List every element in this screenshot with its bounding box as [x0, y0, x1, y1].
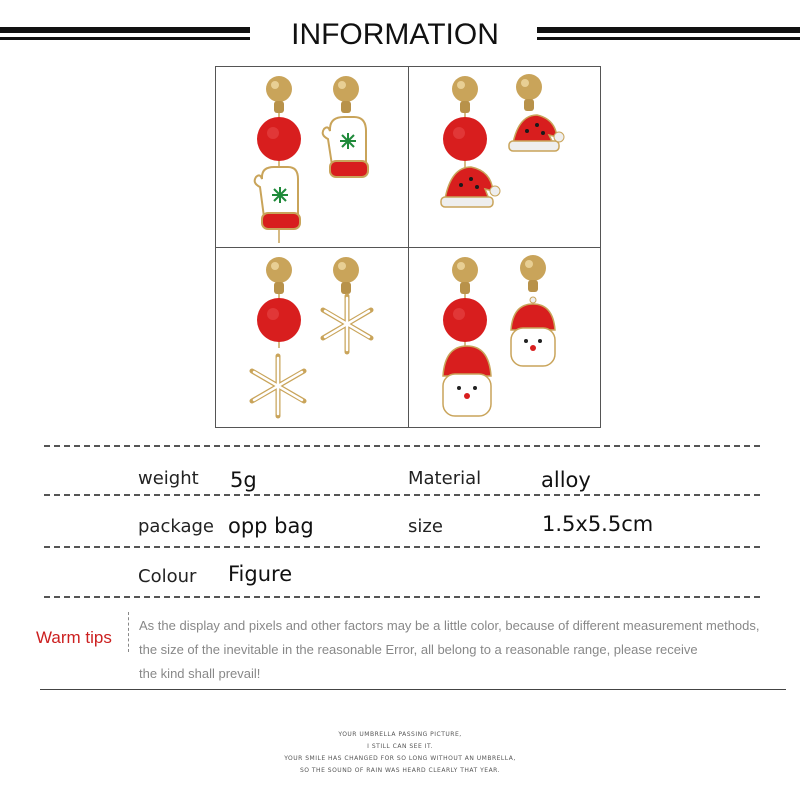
warm-tips-separator	[128, 612, 129, 652]
product-image-grid	[215, 66, 601, 428]
weight-label: weight	[138, 468, 199, 489]
footer-line: SO THE SOUND OF RAIN WAS HEARD CLEARLY THAT YEAR.	[299, 767, 501, 774]
footer-line: YOUR SMILE HAS CHANGED FOR SO LONG WITHOUT AN UMBRELLA,	[284, 755, 516, 762]
page-title: INFORMATION	[291, 18, 499, 51]
weight-value: 5g	[230, 468, 257, 492]
divider	[44, 546, 760, 548]
santa-face-earrings-image	[409, 248, 601, 428]
colour-label: Colour	[138, 566, 197, 587]
section-divider	[40, 689, 786, 690]
header-bar-right	[537, 27, 800, 41]
warm-tips-label: Warm tips	[36, 628, 112, 647]
warm-tips-line: the kind shall prevail!	[139, 666, 261, 681]
colour-value: Figure	[228, 562, 293, 586]
footer-line: I STILL CAN SEE IT.	[367, 743, 433, 750]
package-label: package	[138, 516, 214, 537]
package-value: opp bag	[228, 514, 314, 538]
santa-hat-earrings-image	[409, 67, 601, 247]
mitten-earrings-image	[216, 67, 408, 247]
material-label: Material	[408, 468, 482, 489]
snowflake-earrings-image	[216, 248, 408, 428]
divider	[44, 445, 760, 447]
divider	[44, 596, 760, 598]
divider	[44, 494, 760, 496]
footer-line: YOUR UMBRELLA PASSING PICTURE,	[338, 731, 462, 738]
material-value: alloy	[541, 468, 591, 492]
warm-tips-line: the size of the inevitable in the reasonable Error, all belong to a reasonable range, please receive	[139, 642, 698, 657]
size-label: size	[408, 516, 443, 537]
warm-tips-line: As the display and pixels and other factors may be a little color, because of different measurement methods,	[139, 618, 760, 633]
warm-tips-text	[139, 614, 779, 686]
header-bar-left	[0, 27, 250, 41]
size-value: 1.5x5.5cm	[542, 512, 654, 536]
